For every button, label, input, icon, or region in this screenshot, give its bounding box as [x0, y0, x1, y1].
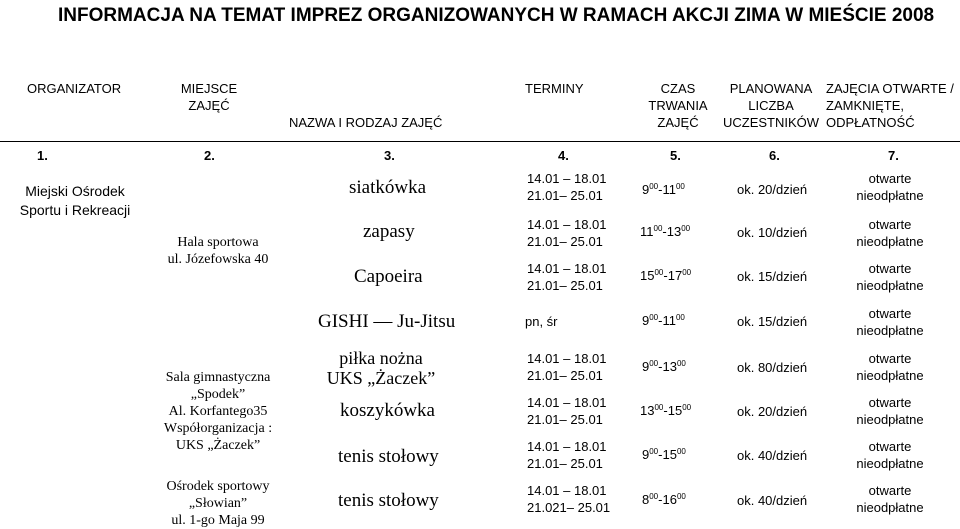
activity-participants: ok. 80/dzień — [737, 360, 808, 375]
col-number-2: 2. — [204, 148, 215, 163]
activity-participants: ok. 15/dzień — [737, 269, 808, 284]
activity-name: siatkówka — [349, 177, 427, 198]
activity-name: zapasy — [363, 221, 415, 242]
header-czas: CZAS TRWANIA ZAJĘĆ — [648, 81, 708, 130]
activity-participants: ok. 40/dzień — [737, 448, 808, 463]
organizer-name: Miejski Ośrodek Sportu i Rekreacji — [19, 183, 131, 218]
col-number-7: 7. — [888, 148, 899, 163]
activity-name: koszykówka — [340, 400, 435, 421]
col-number-5: 5. — [670, 148, 681, 163]
activity-terms: 14.01 – 18.01 21.01– 25.01 — [527, 395, 607, 427]
activity-participants: ok. 20/dzień — [737, 404, 808, 419]
col-number-3: 3. — [384, 148, 395, 163]
header-miejsce: MIEJSCE ZAJĘĆ — [180, 81, 238, 113]
place-sala-gimnastyczna: Sala gimnastyczna „Spodek” Al. Korfantego35 Współorganizacja : UKS „Żaczek” — [163, 370, 273, 453]
activity-time: $11^{00}-13^{00}$ — [640, 224, 691, 239]
activity-participants: ok. 10/dzień — [737, 225, 808, 240]
activity-time: $15^{00}-17^{00}$ — [640, 268, 692, 283]
activity-time: $13^{00}-15^{00}$ — [640, 403, 692, 418]
activity-name: tenis stołowy — [338, 446, 439, 467]
activity-participants: ok. 15/dzień — [737, 314, 808, 329]
col-number-1: 1. — [37, 148, 48, 163]
header-terminy: TERMINY — [525, 81, 584, 96]
activity-terms: pn, śr — [525, 314, 558, 329]
activity-status: otwarte nieodpłatne — [856, 351, 924, 383]
activity-name: piłka nożna UKS „Żaczek” — [326, 348, 436, 388]
activity-status: otwarte nieodpłatne — [856, 395, 924, 427]
activity-time: $9^{00}-11^{00}$ — [642, 182, 685, 197]
activity-status: otwarte nieodpłatne — [856, 439, 924, 471]
place-osrodek-slowian: Ośrodek sportowy „Słowian” ul. 1-go Maja 99 — [166, 479, 270, 528]
page-title: INFORMACJA NA TEMAT IMPREZ ORGANIZOWANYCH W RAMACH AKCJI ZIMA W MIEŚCIE 2008 — [58, 5, 935, 26]
activity-time: $9^{00}-15^{00}$ — [642, 447, 686, 462]
place-hala-sportowa: Hala sportowa ul. Józefowska 40 — [167, 235, 269, 267]
header-zajecia: ZAJĘCIA OTWARTE / ZAMKNIĘTE, ODPŁATNOŚĆ — [826, 81, 954, 130]
activity-name: GISHI — Ju-Jitsu — [318, 311, 456, 332]
col-number-4: 4. — [558, 148, 569, 163]
header-nazwa: NAZWA I RODZAJ ZAJĘĆ — [289, 115, 443, 130]
col-number-6: 6. — [769, 148, 780, 163]
header-planowana: PLANOWANA LICZBA UCZESTNIKÓW — [723, 81, 820, 130]
activity-name: tenis stołowy — [338, 490, 439, 511]
activity-time: $8^{00}-16^{00}$ — [642, 492, 686, 507]
activity-status: otwarte nieodpłatne — [856, 306, 924, 338]
activity-status: otwarte nieodpłatne — [856, 483, 924, 515]
activity-name: Capoeira — [354, 266, 423, 287]
activity-status: otwarte nieodpłatne — [856, 217, 924, 249]
activity-terms: 14.01 – 18.01 21.01– 25.01 — [527, 439, 607, 471]
activity-terms: 14.01 – 18.01 21.021– 25.01 — [527, 483, 611, 515]
header-organizator: ORGANIZATOR — [27, 81, 122, 96]
activity-status: otwarte nieodpłatne — [856, 171, 924, 203]
activity-terms: 14.01 – 18.01 21.01– 25.01 — [527, 217, 607, 249]
activity-time: $9^{00}-13^{00}$ — [642, 359, 686, 374]
activity-terms: 14.01 – 18.01 21.01– 25.01 — [527, 171, 607, 203]
header-divider — [0, 141, 960, 142]
activity-time: $9^{00}-11^{00}$ — [642, 313, 685, 328]
activity-participants: ok. 20/dzień — [737, 182, 808, 197]
activity-participants: ok. 40/dzień — [737, 493, 808, 508]
activity-status: otwarte nieodpłatne — [856, 261, 924, 293]
activity-terms: 14.01 – 18.01 21.01– 25.01 — [527, 351, 607, 383]
activity-terms: 14.01 – 18.01 21.01– 25.01 — [527, 261, 607, 293]
